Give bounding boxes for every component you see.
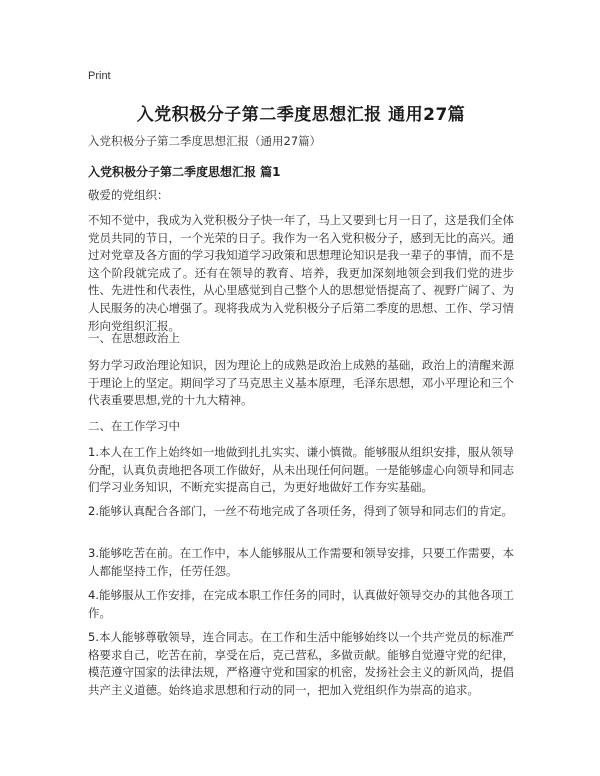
section-heading: 入党积极分子第二季度思想汇报 篇1 bbox=[88, 165, 281, 179]
document-subtitle: 入党积极分子第二季度思想汇报（通用27篇） bbox=[88, 134, 322, 148]
work-item-2: 2.能够认真配合各部门，一丝不苟地完成了各项任务，得到了领导和同志们的肯定。 bbox=[88, 504, 513, 518]
intro-paragraph: 不知不觉中，我成为入党积极分子快一年了，马上又要到七月一日了，这是我们全体党员共同的节日，一个光荣的日子。我作为一名入党积极分子，感到无比的高兴。通过对党章及各方面的学习我知道学习政策和思想理论知识是我一辈子的事情，而不是这个阶段就完成了。还有在领导的教育、培养，我更加深刻地领会到我们党的进步性、先进性和代表性，从心里感觉到自己整个人的思想觉悟提高了、视野广阔了、为人民服务的决心增强了。现将我成为入党积极分子后第二季度的思想、工作、学习情形向党组织汇报。 bbox=[88, 213, 514, 333]
work-item-1: 1.本人在工作上始终如一地做到扎扎实实、谦小慎微。能够服从组织安排，服从领导分配，认真负责地把各项工作做好，从未出现任何问题。一是能够虚心向领导和同志们学习业务知识，不断充实提高自己，为更好地做好工作夯实基础。 bbox=[88, 445, 514, 495]
document-title: 入党积极分子第二季度思想汇报 通用27篇 bbox=[136, 105, 466, 125]
work-item-4: 4.能够服从工作安排，在完成本职工作任务的同时，认真做好领导交办的其他各项工作。 bbox=[88, 588, 514, 620]
subheading-politics: 一、在思想政治上 bbox=[88, 331, 180, 345]
subheading-work: 二、在工作学习中 bbox=[88, 419, 180, 433]
work-item-5: 5.本人能够尊敬领导，连合同志。在工作和生活中能够始终以一个共产党员的标准严格要求自己，吃苦在前，享受在后，克己营私，多做贡献。能够自觉遵守党的纪律，模范遵守国家的法律法规，严格遵守党和国家的机密，发扬社会主义的新风尚，提倡共产主义道德。始终追求思想和行动的同一，把加入党组织作为崇高的追求。 bbox=[88, 630, 514, 697]
politics-paragraph: 努力学习政治理论知识，因为理论上的成熟是政治上成熟的基础，政治上的清醒来源于理论上的坚定。期间学习了马克思主义基本原理，毛泽东思想，邓小平理论和三个代表重要思想,党的十九大精神。 bbox=[88, 358, 514, 408]
greeting-paragraph: 敬爱的党组织： bbox=[88, 188, 169, 202]
work-item-3: 3.能够吃苦在前。在工作中，本人能够服从工作需要和领导安排，只要工作需要，本人都能坚持工作，任劳任怨。 bbox=[88, 546, 514, 578]
print-link[interactable]: Print bbox=[88, 70, 111, 82]
